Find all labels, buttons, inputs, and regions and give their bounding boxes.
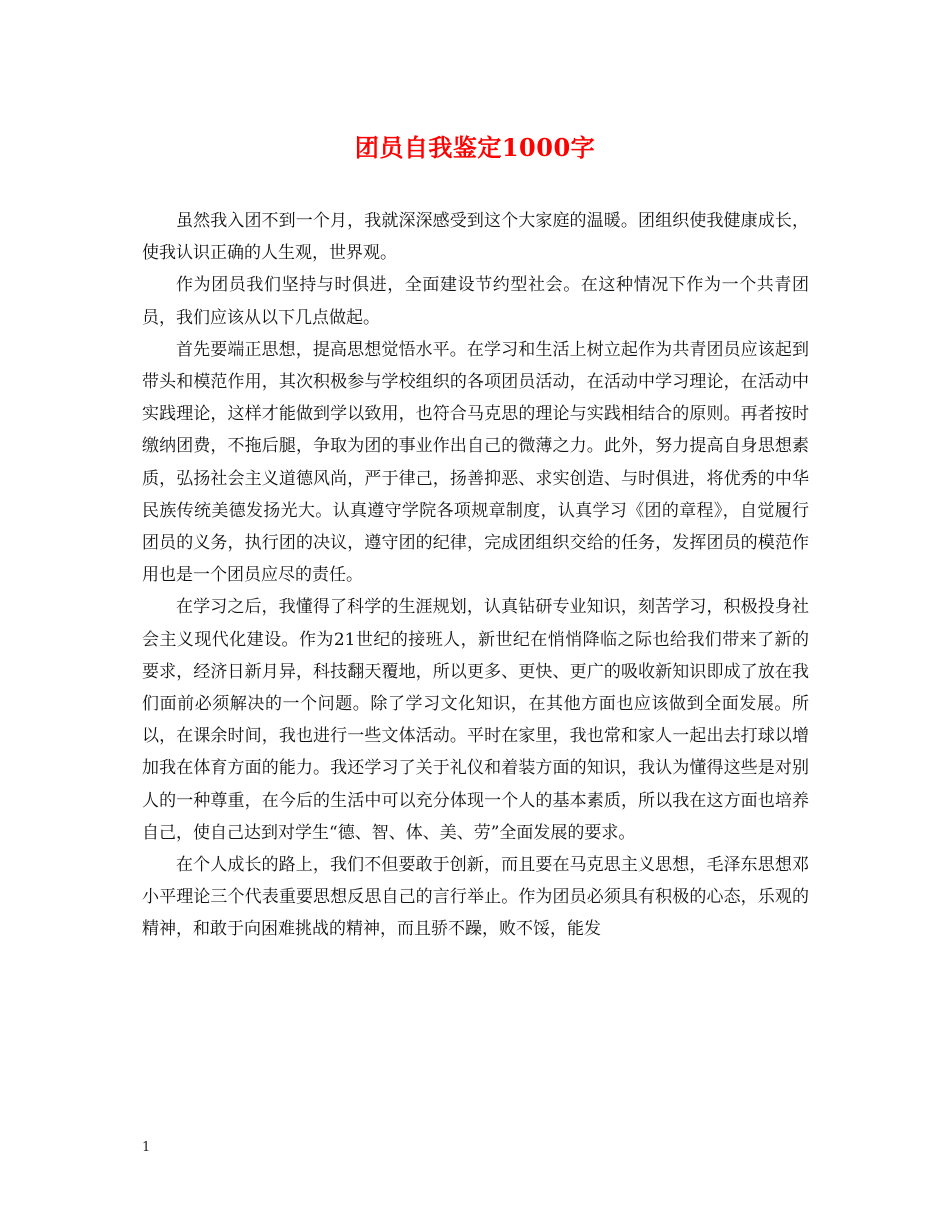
document-title: 团员自我鉴定1000字 <box>354 133 596 162</box>
paragraph-4: 在学习之后，我懂得了科学的生涯规划，认真钻研专业知识，刻苦学习，积极投身社会主义现代化建设。作为21世纪的接班人，新世纪在悄悄降临之际也给我们带来了新的要求，经济日新月异，科技翻天覆地，所以更多、更快、更广的吸收新知识即成了放在我们面前必须解决的一个问题。除了学习文化知识，在其他方面也应该做到全面发展。所以，在课余时间，我也进行一些文体活动。平时在家里，我也常和家人一起出去打球以增加我在体育方面的能力。我还学习了关于礼仪和着装方面的知识，我认为懂得这些是对别人的一种尊重，在今后的生活中可以充分体现一个人的基本素质，所以我在这方面也培养自己，使自己达到对学生“德、智、体、美、劳”全面发展的要求。 <box>142 597 809 843</box>
paragraph-2: 作为团员我们坚持与时俱进，全面建设节约型社会。在这种情况下作为一个共青团员，我们应该从以下几点做起。 <box>142 275 809 328</box>
paragraph-3: 首先要端正思想，提高思想觉悟水平。在学习和生活上树立起作为共青团员应该起到带头和模范作用，其次积极参与学校组织的各项团员活动，在活动中学习理论，在活动中实践理论，这样才能做到学以致用，也符合马克思的理论与实践相结合的原则。再者按时缴纳团费，不拖后腿，争取为团的事业作出自己的微薄之力。此外，努力提高自身思想素质，弘扬社会主义道德风尚，严于律己，扬善抑恶、求实创造、与时俱进，将优秀的中华民族传统美德发扬光大。认真遵守学院各项规章制度，认真学习《团的章程》，自觉履行团员的义务，执行团的决议，遵守团的纪律，完成团组织交给的任务，发挥团员的模范作用也是一个团员应尽的责任。 <box>142 339 809 586</box>
paragraph-1: 虽然我入团不到一个月，我就深深感受到这个大家庭的温暖。团组织使我健康成长，使我认识正确的人生观，世界观。 <box>142 211 809 264</box>
page-number: 1 <box>142 1140 151 1155</box>
paragraph-5: 在个人成长的路上，我们不但要敢于创新，而且要在马克思主义思想，毛泽东思想邓小平理论三个代表重要思想反思自己的言行举止。作为团员必须具有积极的心态，乐观的精神，和敢于向困难挑战的精神，而且骄不躁，败不馁，能发 <box>142 855 809 940</box>
document-body <box>142 205 809 946</box>
